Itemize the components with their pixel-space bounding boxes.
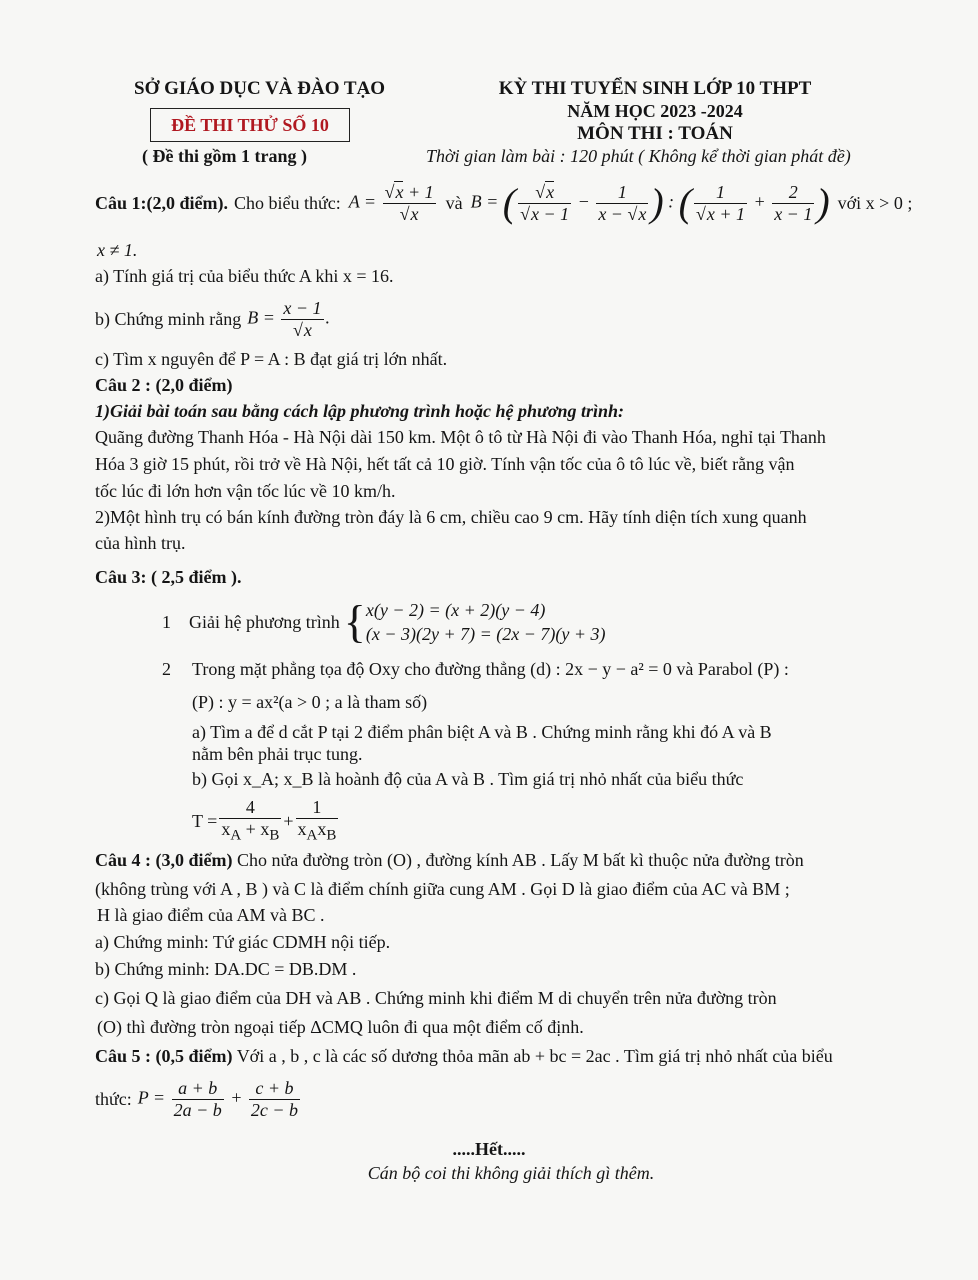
q3-formula-t: T = $\frac{4}{x_A + x_B}$ + $\frac{1}{x_Ax_B}$ [192,797,337,844]
q1-label: Câu 1:(2,0 điểm). [95,192,228,213]
q5-line2-prefix: thức: [95,1088,132,1109]
q2-label: Câu 2 : (2,0 điểm) [95,375,233,395]
q5-formula-p: P = $\frac{a + b}{2a - b}$ + $\frac{c + b}{2c - b}$ [137,1077,299,1120]
school-year: NĂM HỌC 2023 -2024 [567,101,743,121]
q5-label: Câu 5 : (0,5 điểm) [95,1046,233,1066]
q3-item2-number: 2 [162,659,171,679]
q1-expression-line: Câu 1:(2,0 điểm). Cho biểu thức: A = $\frac{√x + 1}{√x}$ và B = ( $\frac{√x}{√x - 1}$ − $\frac{1}{x - √x}$ ) : ( $\frac{1}{√x + 1}$ + $\frac{2}{x - 1}$ ) với x > 0 ; [95,180,913,225]
q3-part-a-line1: a) Tìm a để d cắt P tại 2 điểm phân biệt A và B . Chứng minh rằng khi đó A và B [192,722,772,742]
q4-line2: (không trùng với A , B ) và C là điểm chính giữa cung AM . Gọi D là giao điểm của AC và BM ; [95,879,790,899]
exam-badge: ĐỀ THI THỬ SỐ 10 [150,108,350,142]
q3-part-a-line2: nằm bên phải trục tung. [192,744,363,764]
q4-part-c-line2: (O) thì đường tròn ngoại tiếp ΔCMQ luôn đi qua một điểm cố định. [97,1017,584,1037]
q2-part1-line3: tốc lúc đi lớn hơn vận tốc lúc về 10 km/h. [95,481,396,501]
q2-part1-line1: Quãng đường Thanh Hóa - Hà Nội dài 150 km. Một ô tô từ Hà Nội đi vào Thanh Hóa, nghỉ tại Thanh [95,427,826,447]
q4-part-c-line1: c) Gọi Q là giao điểm của DH và AB . Chứng minh khi điểm M di chuyển trên nửa đường tròn [95,988,777,1008]
q1-part-c: c) Tìm x nguyên để P = A : B đạt giá trị lớn nhất. [95,349,448,369]
q1-intro: Cho biểu thức: [234,192,341,213]
time-note: Thời gian làm bài : 120 phút ( Không kể thời gian phát đề) [426,146,851,166]
q1-part-b: b) Chứng minh rằng [95,308,242,329]
q1-condition-line2: x ≠ 1. [97,240,138,260]
q4-label: Câu 4 : (3,0 điểm) [95,850,233,870]
q4-line1: Cho nửa đường tròn (O) , đường kính AB . Lấy M bất kì thuộc nửa đường tròn [237,850,804,870]
q2-part1-title: 1)Giải bài toán sau bằng cách lập phương trình hoặc hệ phương trình: [95,401,625,421]
department-title: SỞ GIÁO DỤC VÀ ĐÀO TẠO [134,78,386,99]
q3-item1-number: 1 [162,611,171,632]
q5-line1-row [95,1046,833,1067]
q2-part1-line2: Hóa 3 giờ 15 phút, rồi trở về Hà Nội, hết tất cả 10 giờ. Tính vận tốc của ô tô lúc về, biết rằng vận [95,454,795,474]
q3-system-eq1: x(y − 2) = (x + 2)(y − 4) [365,599,546,620]
subject-title: MÔN THI : TOÁN [577,123,733,144]
q4-part-b: b) Chứng minh: DA.DC = DB.DM . [95,959,357,979]
q3-item1-text: Giải hệ phương trình [189,611,340,632]
q3-item1: 1 Giải hệ phương trình { x(y − 2) = (x + 2)(y − 4) (x − 3)(2y + 7) = (2x − 7)(y + 3) [162,596,606,647]
q3-system [366,598,606,647]
q5-line1: Với a , b , c là các số dương thỏa mãn ab + bc = 2ac . Tìm giá trị nhỏ nhất của biểu [236,1046,833,1066]
q4-line1-row [95,850,804,871]
exam-title: KỲ THI TUYỂN SINH LỚP 10 THPT [498,78,812,99]
q4-part-a: a) Chứng minh: Tứ giác CDMH nội tiếp. [95,932,391,952]
proctor-note: Cán bộ coi thi không giải thích gì thêm. [367,1163,655,1183]
q4-line3: H là giao điểm của AM và BC . [97,905,325,925]
q1-formula-b-result: B = $\frac{x - 1}{√x}$ . [247,297,331,340]
q1-condition: với x > 0 ; [837,192,913,213]
q3-label: Câu 3: ( 2,5 điểm ). [95,567,242,587]
pages-note: ( Đề thi gồm 1 trang ) [142,146,307,166]
q5-formula-line [95,1074,302,1124]
q3-part-b-line: b) Gọi x_A; x_B là hoành độ của A và B . Tìm giá trị nhỏ nhất của biểu thức [192,769,744,789]
end-mark: .....Hết..... [452,1139,526,1159]
q2-part2-line2: của hình trụ. [95,533,186,553]
q3-item2-parabola: (P) : y = ax²(a > 0 ; a là tham số) [192,692,428,712]
q1-formula-a: A = $\frac{√x + 1}{√x}$ [348,181,434,224]
q1-part-b-line [95,295,330,343]
q1-formula-b: B = ( $\frac{√x}{√x - 1}$ − $\frac{1}{x - √x}$ ) : ( $\frac{1}{√x + 1}$ + $\frac{2}{x - 1}$ ) [470,180,830,225]
q2-part2-line1: 2)Một hình trụ có bán kính đường tròn đáy là 6 cm, chiều cao 9 cm. Hãy tính diện tích xung quanh [95,507,807,527]
q3-item2-text: Trong mặt phẳng tọa độ Oxy cho đường thẳng (d) : 2x − y − a² = 0 và Parabol (P) : [192,659,789,679]
q3-system-eq2: (x − 3)(2y + 7) = (2x − 7)(y + 3) [365,624,606,644]
q1-part-a: a) Tính giá trị của biểu thức A khi x = 16. [95,266,394,286]
